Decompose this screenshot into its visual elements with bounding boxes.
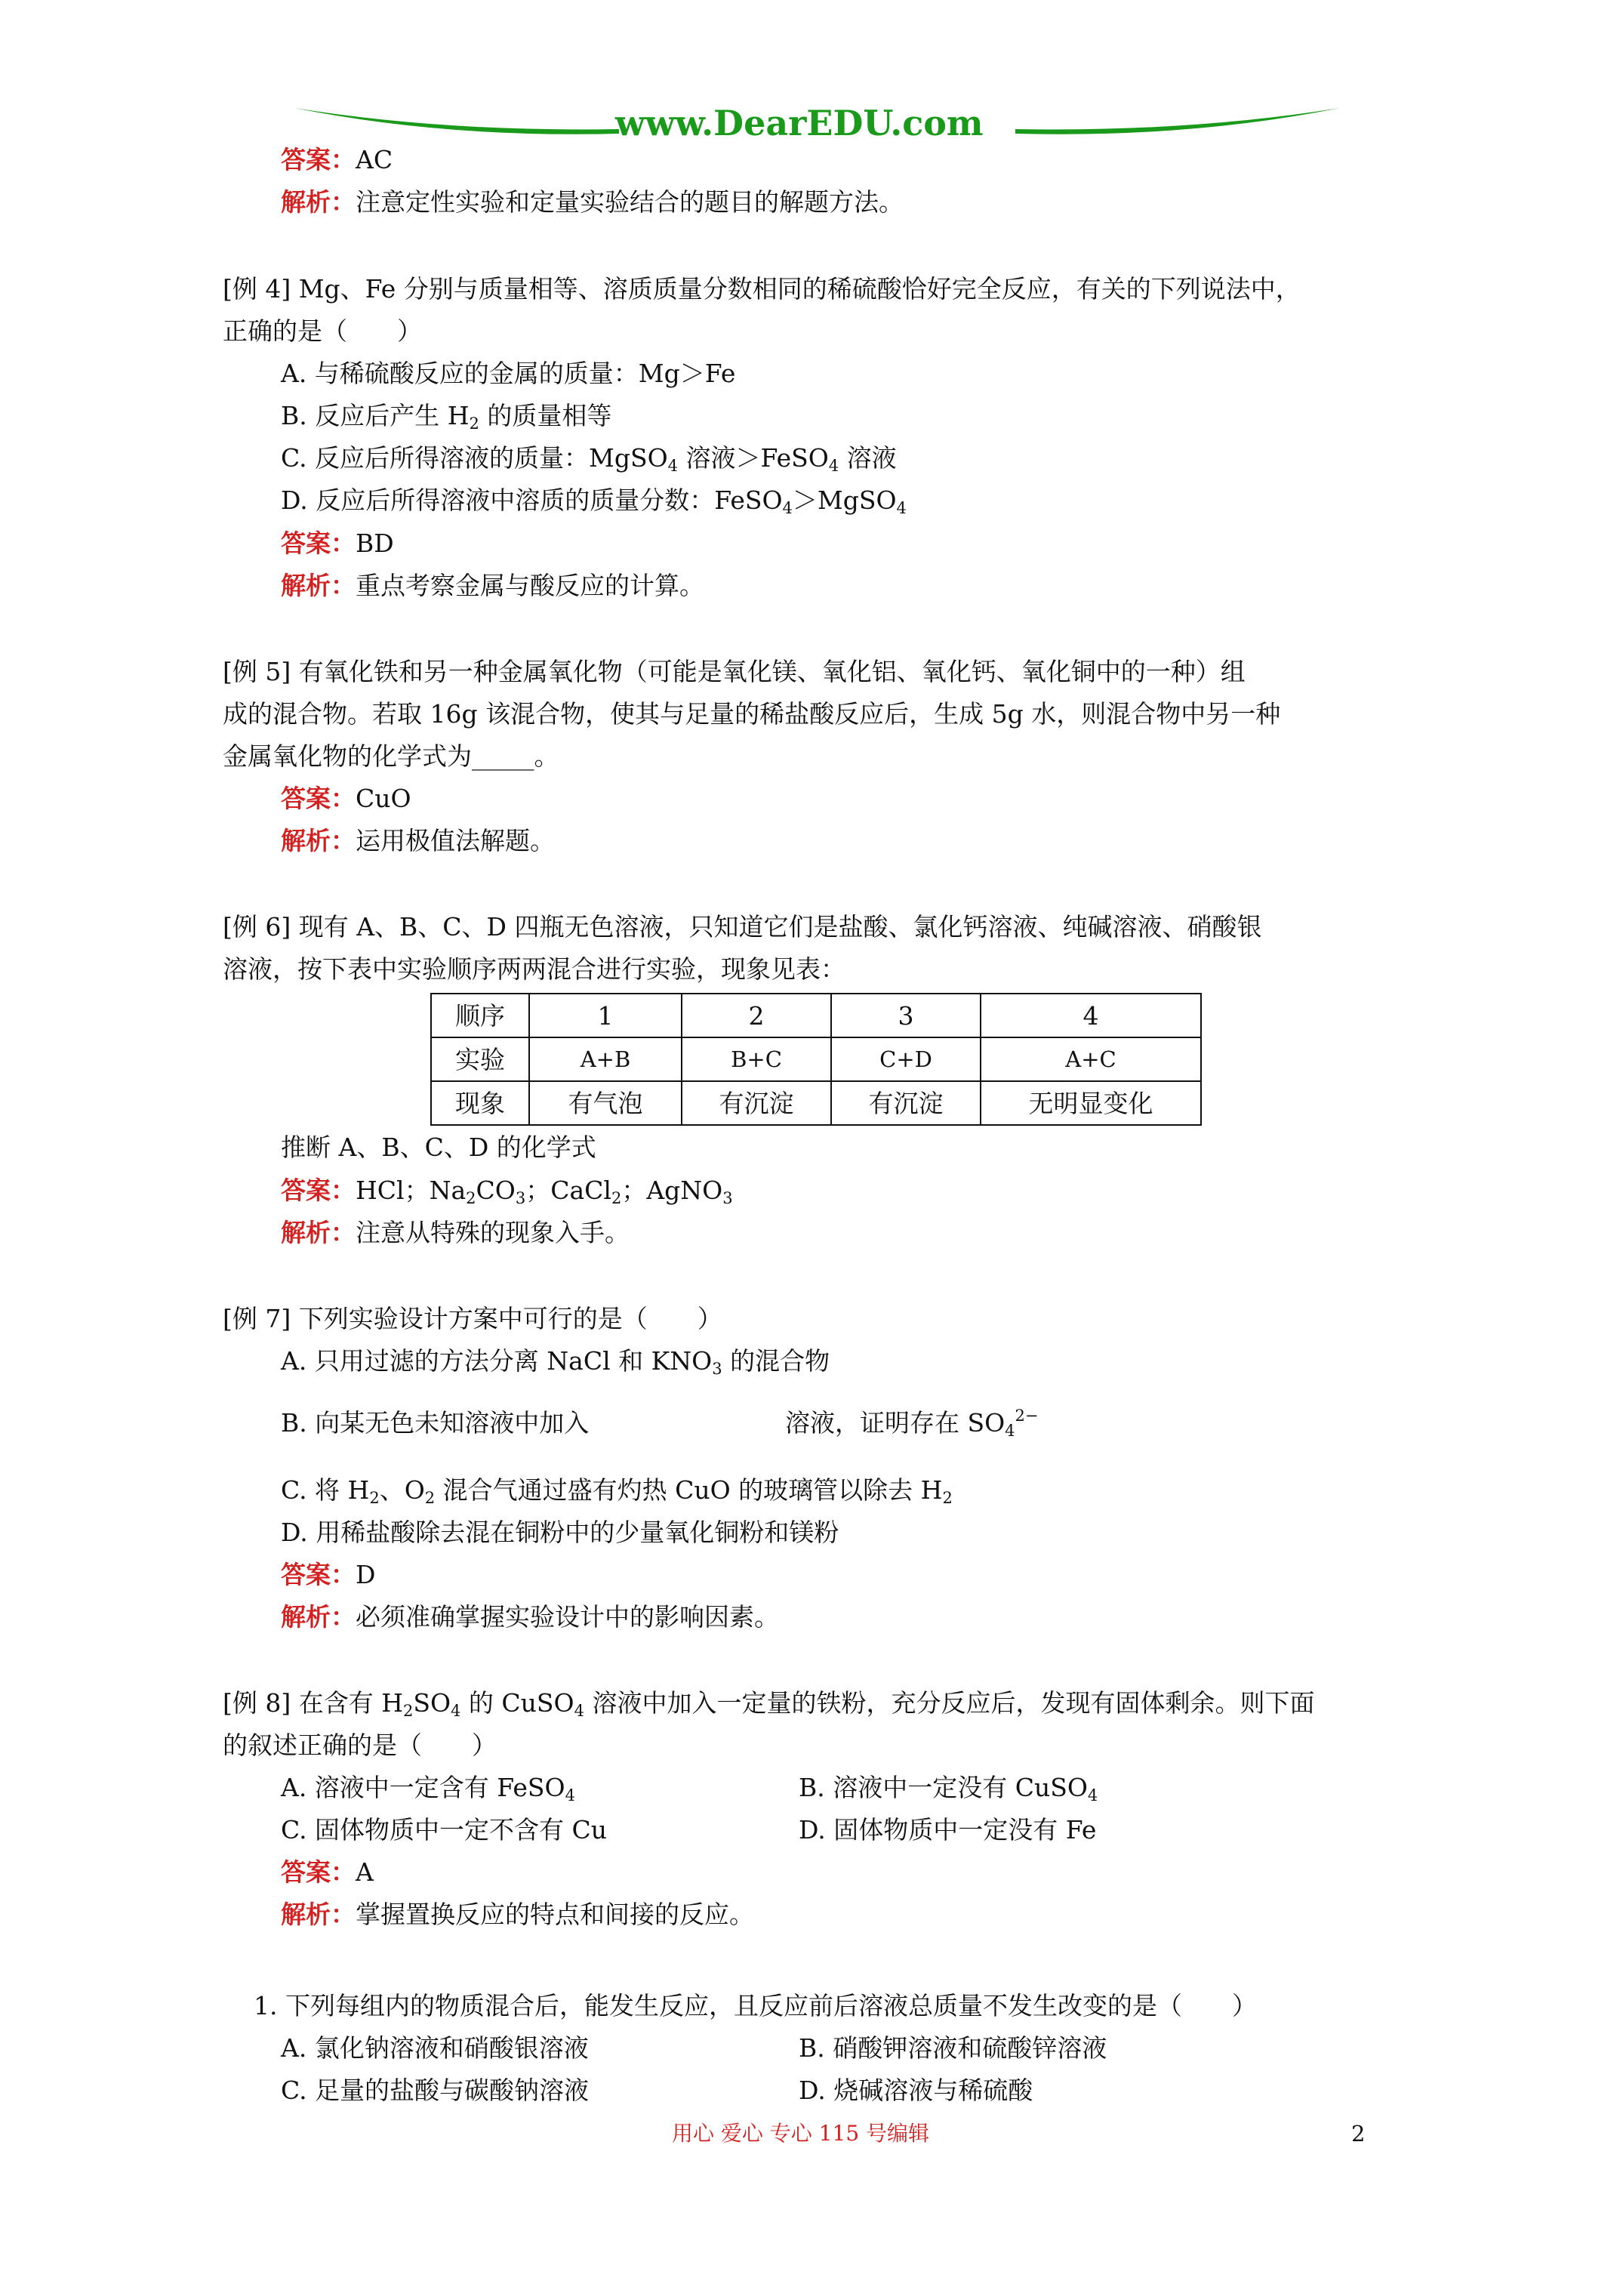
option-a: A. 溶液中一定含有 FeSO$_4$ (281, 1773, 575, 1804)
green-swoosh-right-icon (1015, 102, 1340, 140)
question-text: 的叙述正确的是（ ） (223, 1730, 497, 1760)
option-a: A. 只用过滤的方法分离 NaCl 和 $KNO_3$ 的混合物 (281, 1346, 830, 1378)
page-footer: 用心 爱心 专心 115 号编辑 (672, 2121, 930, 2146)
option-d: D. 固体物质中一定没有 Fe (799, 1815, 1097, 1845)
analysis-line: 解析：注意从特殊的现象入手。 (281, 1218, 630, 1247)
answer-line: 答案：AC (281, 145, 393, 174)
question-text: 1. 下列每组内的物质混合后，能发生反应，且反应前后溶液总质量不发生改变的是（ ） (254, 1991, 1257, 2020)
option-b: B. 溶液中一定没有 CuSO$_4$ (799, 1773, 1098, 1804)
question-text: 正确的是（ ） (223, 316, 422, 346)
option-b: B. 反应后产生 $H_2$ 的质量相等 (281, 401, 612, 433)
green-swoosh-left-icon (294, 102, 619, 140)
analysis-line: 解析：重点考察金属与酸反应的计算。 (281, 571, 704, 600)
option-a: A. 氯化钠溶液和硝酸银溶液 (281, 2033, 589, 2063)
answer-line: 答案：HCl；$Na_2CO_3$；CaCl$_2$；AgNO$_3$ (281, 1176, 733, 1207)
analysis-line: 解析：注意定性实验和定量实验结合的题目的解题方法。 (281, 187, 904, 217)
answer-line: 答案：A (281, 1857, 374, 1887)
option-d: D. 用稀盐酸除去混在铜粉中的少量氧化铜粉和镁粉 (281, 1518, 839, 1547)
analysis-line: 解析：运用极值法解题。 (281, 826, 555, 855)
page-number: 2 (1351, 2121, 1366, 2147)
option-c: C. 将 $H_2$、$O_2$ 混合气通过盛有灼热 CuO 的玻璃管以除去 $H_2$ (281, 1475, 953, 1507)
experiment-table (430, 993, 1202, 1126)
question-text: [例 6] 现有 A、B、C、D 四瓶无色溶液，只知道它们是盐酸、氯化钙溶液、纯碱溶液、硝酸银 (223, 912, 1262, 942)
question-text: [例 7] 下列实验设计方案中可行的是（ ） (223, 1304, 722, 1333)
option-c: C. 反应后所得溶液的质量：MgSO$_4$ 溶液＞FeSO$_4$ 溶液 (281, 443, 897, 475)
option-b: B. 硝酸钾溶液和硫酸锌溶液 (799, 2033, 1107, 2063)
answer-line: 答案：BD (281, 529, 394, 558)
table-row: 现象 有气泡 有沉淀 有沉淀 无明显变化 (431, 1081, 1201, 1125)
question-text: 成的混合物。若取 16g 该混合物，使其与足量的稀盐酸反应后，生成 5g 水，则混合物中另一种 (223, 699, 1281, 729)
answer-line: 答案：CuO (281, 784, 411, 813)
option-c: C. 足量的盐酸与碳酸钠溶液 (281, 2076, 590, 2105)
question-text: [例 8] 在含有 $H_2SO_4$ 的 CuSO$_4$ 溶液中加入一定量的铁粉，充分反应后，发现有固体剩余。则下面 (223, 1688, 1315, 1720)
question-text: 推断 A、B、C、D 的化学式 (281, 1133, 596, 1162)
question-text: 金属氧化物的化学式为_____。 (223, 741, 559, 771)
option-c: C. 固体物质中一定不含有 Cu (281, 1815, 608, 1845)
option-d: D. 反应后所得溶液中溶质的质量分数：FeSO$_4$＞MgSO$_4$ (281, 485, 907, 517)
answer-line: 答案：D (281, 1560, 376, 1589)
option-d: D. 烧碱溶液与稀硫酸 (799, 2076, 1033, 2105)
analysis-line: 解析：掌握置换反应的特点和间接的反应。 (281, 1900, 754, 1929)
table-row: 顺序 1 2 3 4 (431, 994, 1201, 1037)
site-logo: www.DearEDU.com (615, 103, 984, 143)
question-text: [例 5] 有氧化铁和另一种金属氧化物（可能是氧化镁、氧化铝、氧化钙、氧化铜中的一种）组 (223, 657, 1246, 686)
analysis-line: 解析：必须准确掌握实验设计中的影响因素。 (281, 1602, 779, 1632)
option-b-continued: 溶液，证明存在 $SO_4^{2-}$ (785, 1407, 1039, 1440)
question-text: 溶液，按下表中实验顺序两两混合进行实验，现象见表： (223, 954, 845, 984)
option-a: A. 与稀硫酸反应的金属的质量：Mg＞Fe (281, 359, 736, 388)
option-b: B. 向某无色未知溶液中加入 (281, 1408, 590, 1438)
table-row: 实验 A+B B+C C+D A+C (431, 1037, 1201, 1081)
question-text: [例 4] Mg、Fe 分别与质量相等、溶质质量分数相同的稀硫酸恰好完全反应，有关的下列说法中， (223, 274, 1301, 304)
